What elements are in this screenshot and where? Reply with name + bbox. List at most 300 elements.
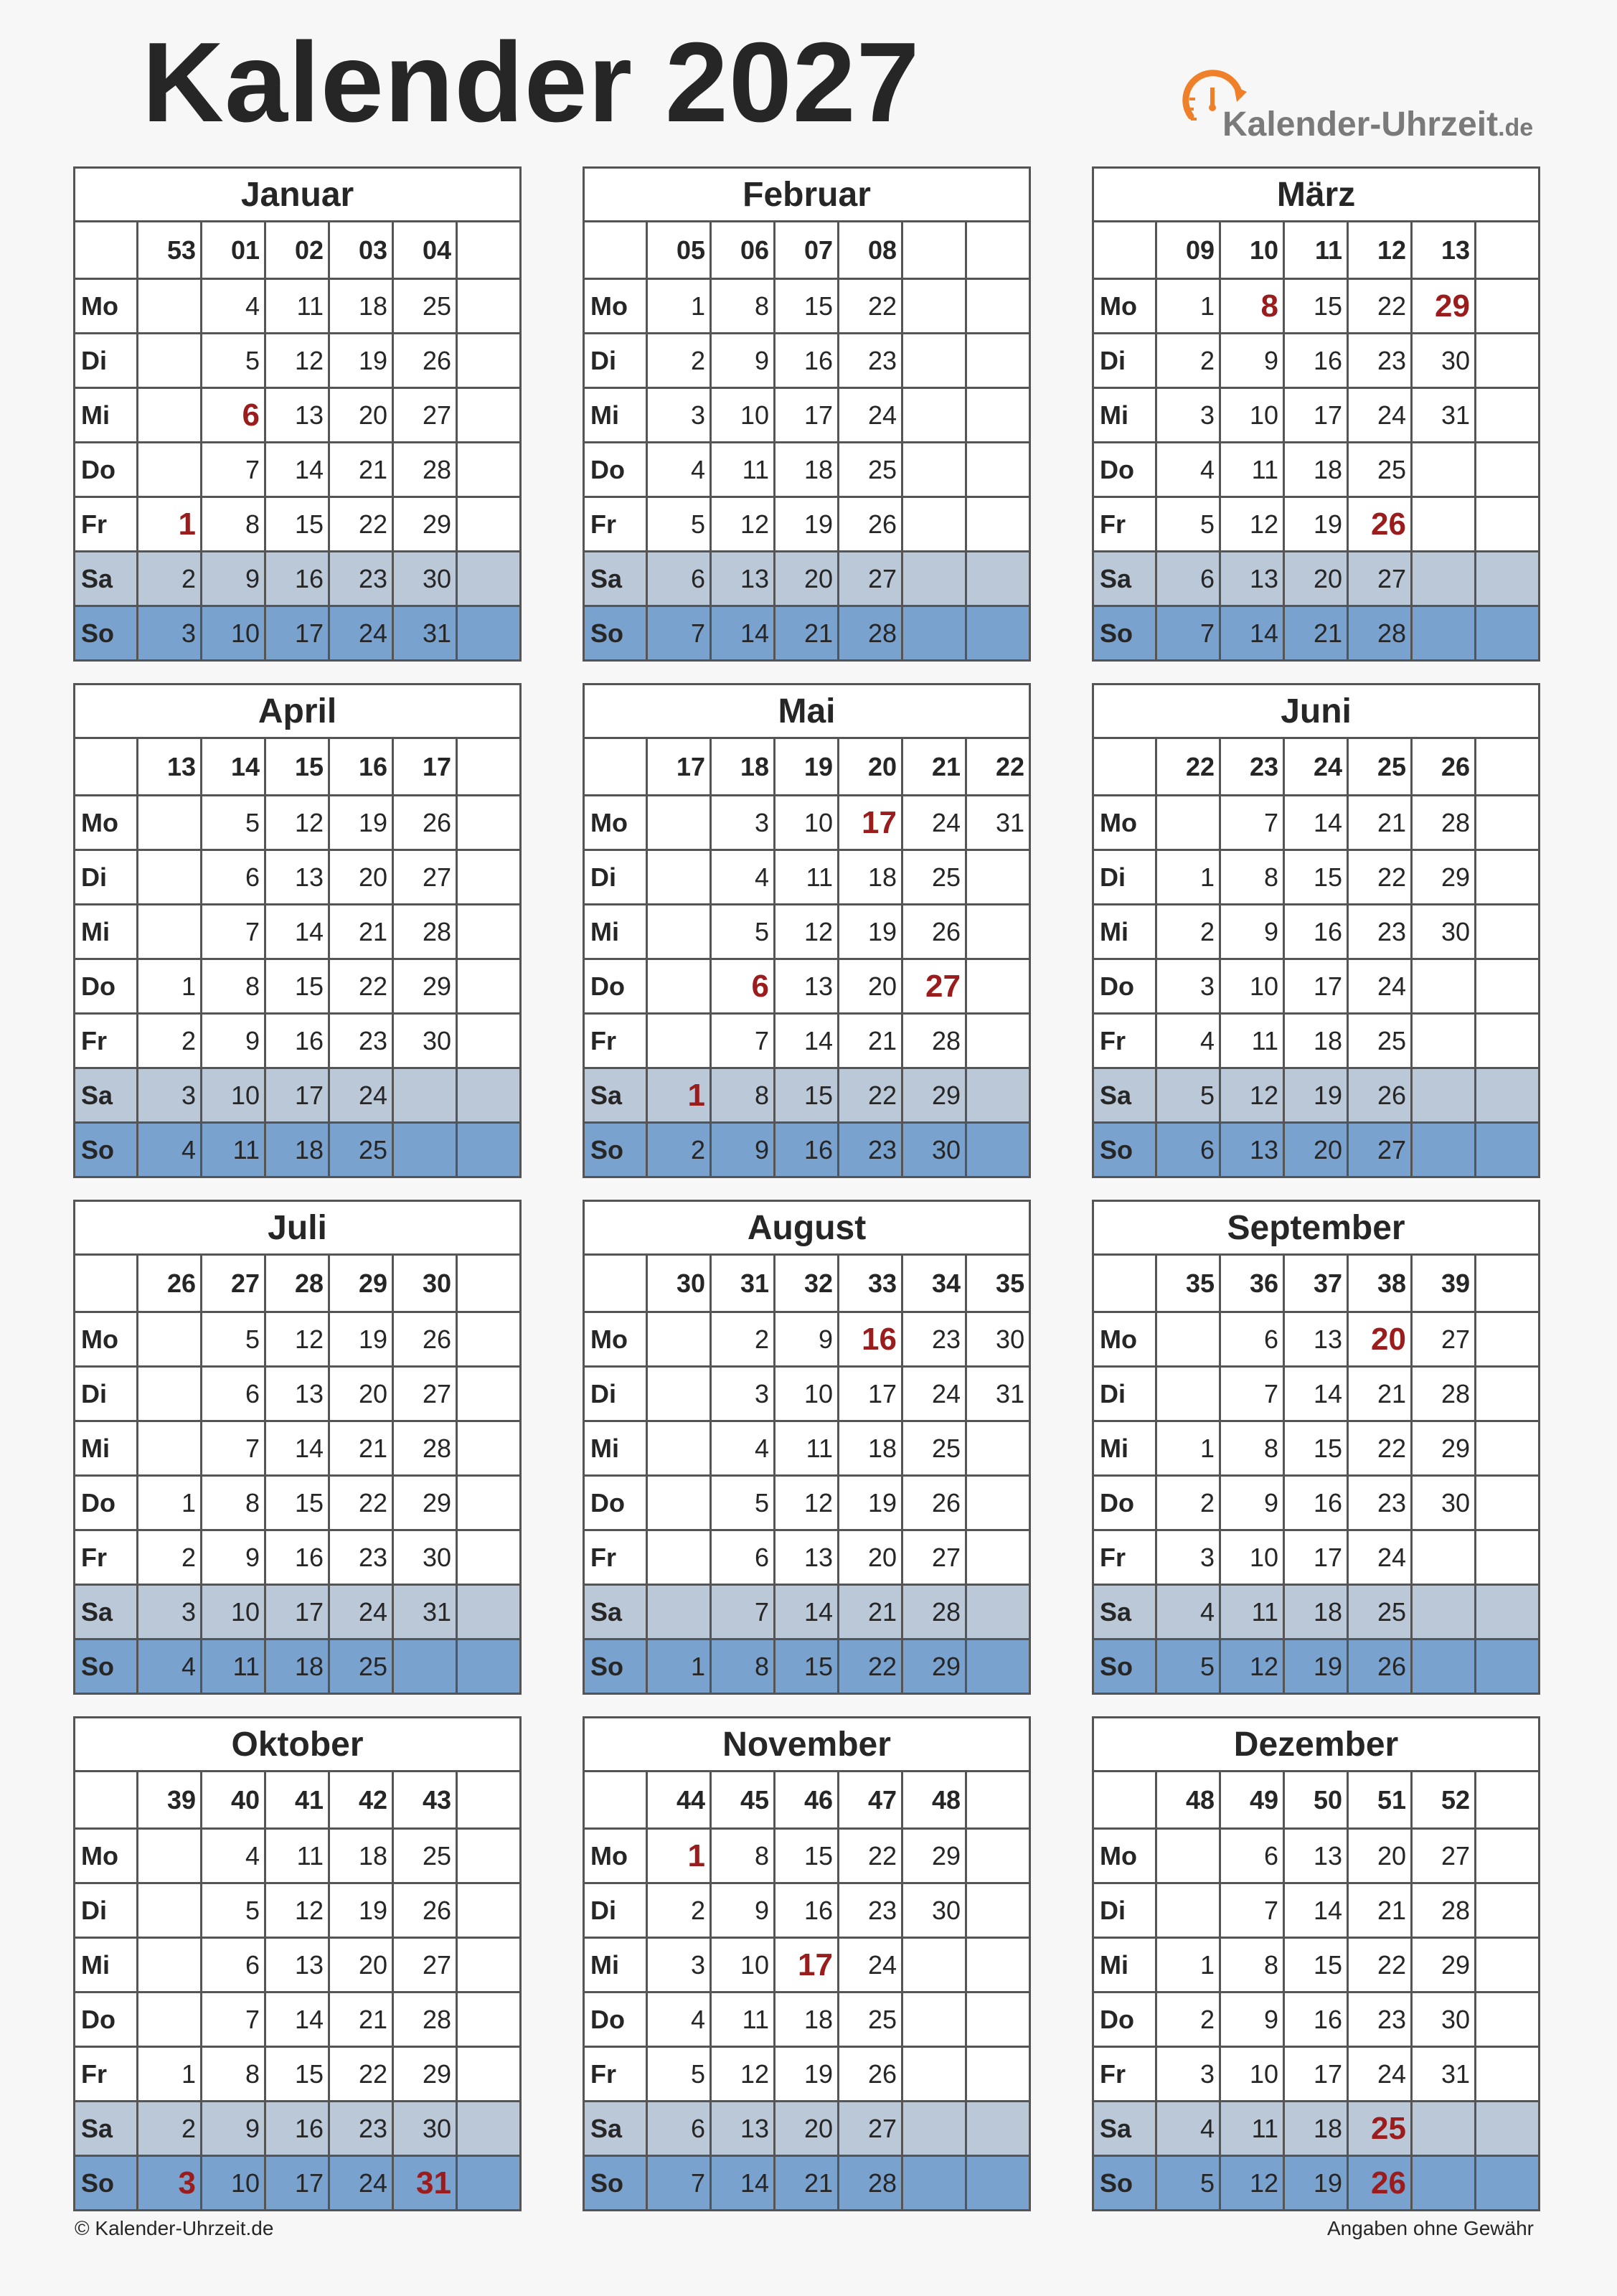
- day-cell: 27: [839, 2102, 902, 2156]
- week-number: [1476, 1255, 1540, 1312]
- day-cell: 19: [775, 2047, 839, 2102]
- week-number: 36: [1220, 1255, 1284, 1312]
- day-cell: 10: [202, 2156, 265, 2211]
- day-cell: 11: [775, 1421, 839, 1476]
- day-cell: 12: [711, 2047, 775, 2102]
- empty-cell: [966, 1123, 1030, 1177]
- day-cell: 24: [329, 606, 393, 661]
- weekday-label: Di: [584, 1883, 647, 1938]
- week-number: [1476, 738, 1540, 796]
- week-number: 22: [1156, 738, 1220, 796]
- day-cell: 22: [1348, 1421, 1412, 1476]
- day-cell: 22: [329, 1476, 393, 1530]
- day-cell: 5: [647, 497, 711, 552]
- weekday-label: Sa: [75, 1068, 138, 1123]
- weekday-label: Sa: [75, 2102, 138, 2156]
- week-number: 38: [1348, 1255, 1412, 1312]
- day-cell: 19: [1284, 2156, 1348, 2211]
- day-cell: 11: [1220, 1585, 1284, 1639]
- weekday-row-fr: [75, 2047, 521, 2102]
- day-cell: 27: [393, 388, 457, 443]
- day-cell: 4: [647, 443, 711, 497]
- day-cell: 7: [202, 1992, 265, 2047]
- day-cell: 1: [647, 279, 711, 334]
- day-cell: 8: [711, 1829, 775, 1883]
- weekday-label: Fr: [1093, 2047, 1156, 2102]
- weekday-row-fr: [1093, 497, 1540, 552]
- week-number: [1476, 1772, 1540, 1829]
- empty-cell: [138, 850, 202, 905]
- weekday-label: Fr: [75, 2047, 138, 2102]
- week-number: 46: [775, 1772, 839, 1829]
- day-cell: 28: [1412, 796, 1476, 850]
- weekday-row-sa: [1093, 552, 1540, 606]
- day-cell: 1: [647, 1639, 711, 1694]
- day-cell: 2: [138, 2102, 202, 2156]
- empty-cell: [902, 1938, 966, 1992]
- day-cell: 15: [775, 1639, 839, 1694]
- day-cell: 21: [329, 443, 393, 497]
- day-cell: 4: [1156, 443, 1220, 497]
- day-cell: 7: [202, 443, 265, 497]
- day-cell: 15: [265, 497, 329, 552]
- weekday-label: Sa: [1093, 2102, 1156, 2156]
- day-cell: 3: [138, 1068, 202, 1123]
- weekday-label: Mo: [75, 1312, 138, 1367]
- day-cell: 15: [1284, 850, 1348, 905]
- empty-cell: [647, 1312, 711, 1367]
- empty-cell: [966, 1421, 1030, 1476]
- weekday-label: So: [1093, 606, 1156, 661]
- day-cell: 22: [329, 497, 393, 552]
- day-cell: 21: [1284, 606, 1348, 661]
- day-cell: 9: [202, 1014, 265, 1068]
- day-cell: 15: [265, 959, 329, 1014]
- empty-cell: [1476, 443, 1540, 497]
- week-number: 22: [966, 738, 1030, 796]
- weekday-row-do: [75, 959, 521, 1014]
- day-cell: 29: [902, 1068, 966, 1123]
- day-cell: 25: [393, 279, 457, 334]
- week-number: 17: [393, 738, 457, 796]
- empty-cell: [966, 1585, 1030, 1639]
- empty-cell: [138, 1992, 202, 2047]
- day-cell: 8: [1220, 1421, 1284, 1476]
- day-cell: 3: [1156, 388, 1220, 443]
- weekday-label: Mi: [584, 905, 647, 959]
- weekday-label: Do: [584, 1476, 647, 1530]
- day-cell: 18: [329, 279, 393, 334]
- empty-cell: [457, 1476, 521, 1530]
- day-cell: 17: [1284, 1530, 1348, 1585]
- empty-cell: [457, 388, 521, 443]
- day-cell: 14: [265, 443, 329, 497]
- day-cell: 2: [711, 1312, 775, 1367]
- day-cell: 27: [1348, 552, 1412, 606]
- day-cell: 7: [711, 1014, 775, 1068]
- day-cell: 29: [393, 497, 457, 552]
- day-cell: 21: [1348, 1883, 1412, 1938]
- empty-cell: [1476, 606, 1540, 661]
- empty-cell: [1476, 497, 1540, 552]
- weekday-row-so: [584, 2156, 1030, 2211]
- day-cell: 29: [1412, 850, 1476, 905]
- weekday-row-sa: [1093, 1585, 1540, 1639]
- day-cell: 7: [647, 606, 711, 661]
- empty-cell: [647, 796, 711, 850]
- day-cell: 20: [1348, 1829, 1412, 1883]
- weekday-row-fr: [75, 1014, 521, 1068]
- day-cell: 14: [265, 1992, 329, 2047]
- day-cell: 24: [329, 1585, 393, 1639]
- day-cell: 8: [202, 497, 265, 552]
- day-cell: 18: [1284, 1585, 1348, 1639]
- weekday-label: Do: [584, 959, 647, 1014]
- empty-cell: [1412, 2156, 1476, 2211]
- day-cell: 10: [711, 388, 775, 443]
- day-cell: 23: [329, 2102, 393, 2156]
- day-cell: 31: [966, 796, 1030, 850]
- weekday-label: Fr: [75, 1530, 138, 1585]
- week-number: 03: [329, 222, 393, 279]
- day-cell: 7: [1156, 606, 1220, 661]
- footer-copyright: © Kalender-Uhrzeit.de: [75, 2217, 274, 2239]
- month-name: Juni: [1093, 684, 1540, 738]
- empty-cell: [902, 552, 966, 606]
- empty-cell: [966, 1639, 1030, 1694]
- day-cell: 5: [1156, 497, 1220, 552]
- empty-cell: [966, 606, 1030, 661]
- weekday-label: Do: [1093, 1992, 1156, 2047]
- week-number: 41: [265, 1772, 329, 1829]
- empty-cell: [966, 959, 1030, 1014]
- day-cell: 20: [329, 1938, 393, 1992]
- day-cell: 16: [265, 2102, 329, 2156]
- day-cell: 5: [1156, 1639, 1220, 1694]
- week-number: 26: [138, 1255, 202, 1312]
- day-cell: 28: [393, 905, 457, 959]
- day-cell: 22: [1348, 850, 1412, 905]
- empty-cell: [1412, 959, 1476, 1014]
- empty-cell: [138, 1312, 202, 1367]
- day-cell: 15: [1284, 1421, 1348, 1476]
- empty-cell: [457, 334, 521, 388]
- weekday-row-so: [1093, 1639, 1540, 1694]
- week-number: 39: [1412, 1255, 1476, 1312]
- week-number: 43: [393, 1772, 457, 1829]
- weekday-label: Sa: [75, 1585, 138, 1639]
- weekday-label: Mo: [584, 796, 647, 850]
- empty-cell: [1476, 1421, 1540, 1476]
- day-cell: 29: [902, 1829, 966, 1883]
- day-cell: 6: [202, 1938, 265, 1992]
- day-cell: 23: [329, 552, 393, 606]
- empty-cell: [1476, 1639, 1540, 1694]
- weekday-label: Mo: [75, 796, 138, 850]
- weekday-label: Di: [75, 1883, 138, 1938]
- weekday-label: Fr: [75, 1014, 138, 1068]
- empty-cell: [966, 2156, 1030, 2211]
- weekday-row-do: [584, 1476, 1030, 1530]
- day-cell: 12: [1220, 2156, 1284, 2211]
- day-cell: 5: [1156, 2156, 1220, 2211]
- week-header-blank: [584, 1255, 647, 1312]
- day-cell: 30: [966, 1312, 1030, 1367]
- day-cell: 11: [1220, 2102, 1284, 2156]
- week-number: 52: [1412, 1772, 1476, 1829]
- day-cell: 21: [1348, 796, 1412, 850]
- week-number: 06: [711, 222, 775, 279]
- day-cell: 16: [265, 1530, 329, 1585]
- day-cell: 27: [902, 959, 966, 1014]
- empty-cell: [966, 1992, 1030, 2047]
- empty-cell: [1156, 1367, 1220, 1421]
- day-cell: 3: [711, 1367, 775, 1421]
- day-cell: 23: [839, 1123, 902, 1177]
- day-cell: 7: [1220, 1883, 1284, 1938]
- month-3: [1092, 166, 1538, 662]
- week-number: 40: [202, 1772, 265, 1829]
- empty-cell: [902, 334, 966, 388]
- week-number: 14: [202, 738, 265, 796]
- week-number: 33: [839, 1255, 902, 1312]
- empty-cell: [1476, 1585, 1540, 1639]
- day-cell: 23: [1348, 334, 1412, 388]
- empty-cell: [457, 1585, 521, 1639]
- weekday-row-mo: [1093, 796, 1540, 850]
- empty-cell: [1476, 1014, 1540, 1068]
- day-cell: 14: [775, 1585, 839, 1639]
- day-cell: 14: [265, 905, 329, 959]
- empty-cell: [457, 497, 521, 552]
- empty-cell: [1156, 1883, 1220, 1938]
- day-cell: 15: [775, 279, 839, 334]
- empty-cell: [1476, 2102, 1540, 2156]
- month-name: Mai: [584, 684, 1030, 738]
- day-cell: 18: [1284, 443, 1348, 497]
- weekday-row-fr: [584, 1014, 1030, 1068]
- empty-cell: [457, 1014, 521, 1068]
- empty-cell: [1476, 2156, 1540, 2211]
- week-number: 13: [138, 738, 202, 796]
- weekday-row-so: [584, 1123, 1030, 1177]
- day-cell: 4: [1156, 2102, 1220, 2156]
- day-cell: 30: [1412, 1476, 1476, 1530]
- day-cell: 3: [647, 388, 711, 443]
- empty-cell: [1156, 796, 1220, 850]
- day-cell: 27: [1348, 1123, 1412, 1177]
- empty-cell: [647, 1421, 711, 1476]
- day-cell: 12: [265, 796, 329, 850]
- day-cell: 20: [329, 1367, 393, 1421]
- weekday-row-so: [584, 606, 1030, 661]
- day-cell: 21: [329, 1421, 393, 1476]
- day-cell: 14: [265, 1421, 329, 1476]
- weekday-label: So: [584, 1123, 647, 1177]
- day-cell: 11: [711, 443, 775, 497]
- day-cell: 31: [393, 2156, 457, 2211]
- day-cell: 25: [902, 850, 966, 905]
- weekday-row-mi: [1093, 905, 1540, 959]
- empty-cell: [1412, 1068, 1476, 1123]
- day-cell: 30: [393, 1014, 457, 1068]
- week-number: [1476, 222, 1540, 279]
- weekday-row-mo: [75, 1312, 521, 1367]
- day-cell: 13: [711, 552, 775, 606]
- week-number: 37: [1284, 1255, 1348, 1312]
- weekday-row-di: [584, 334, 1030, 388]
- empty-cell: [902, 388, 966, 443]
- weekday-label: Fr: [1093, 1530, 1156, 1585]
- empty-cell: [138, 279, 202, 334]
- weekday-row-do: [584, 959, 1030, 1014]
- day-cell: 25: [329, 1123, 393, 1177]
- day-cell: 17: [265, 1585, 329, 1639]
- weekday-row-sa: [584, 1068, 1030, 1123]
- day-cell: 28: [1412, 1883, 1476, 1938]
- empty-cell: [902, 2102, 966, 2156]
- weekday-label: Di: [584, 1367, 647, 1421]
- day-cell: 21: [775, 2156, 839, 2211]
- weekday-row-fr: [584, 2047, 1030, 2102]
- weekday-label: Sa: [584, 1068, 647, 1123]
- day-cell: 1: [1156, 1421, 1220, 1476]
- empty-cell: [966, 1476, 1030, 1530]
- day-cell: 1: [138, 497, 202, 552]
- weekday-label: Do: [75, 1476, 138, 1530]
- day-cell: 5: [711, 905, 775, 959]
- week-number: 49: [1220, 1772, 1284, 1829]
- empty-cell: [1412, 497, 1476, 552]
- day-cell: 15: [775, 1829, 839, 1883]
- day-cell: 7: [202, 905, 265, 959]
- weekday-row-mi: [584, 1421, 1030, 1476]
- brand-logo[interactable]: [1177, 66, 1534, 145]
- day-cell: 16: [1284, 1992, 1348, 2047]
- day-cell: 20: [775, 2102, 839, 2156]
- day-cell: 7: [711, 1585, 775, 1639]
- week-number: 13: [1412, 222, 1476, 279]
- empty-cell: [457, 1530, 521, 1585]
- weekday-label: Fr: [584, 1014, 647, 1068]
- week-number: 30: [393, 1255, 457, 1312]
- weekday-row-mi: [1093, 388, 1540, 443]
- day-cell: 6: [647, 2102, 711, 2156]
- day-cell: 1: [1156, 1938, 1220, 1992]
- weekday-row-di: [584, 1367, 1030, 1421]
- month-8: [583, 1200, 1029, 1695]
- week-header-blank: [75, 738, 138, 796]
- day-cell: 6: [1220, 1829, 1284, 1883]
- empty-cell: [966, 334, 1030, 388]
- empty-cell: [457, 796, 521, 850]
- logo-text: [1222, 105, 1534, 144]
- day-cell: 26: [1348, 497, 1412, 552]
- empty-cell: [457, 279, 521, 334]
- day-cell: 20: [329, 850, 393, 905]
- day-cell: 17: [265, 2156, 329, 2211]
- day-cell: 30: [902, 1123, 966, 1177]
- day-cell: 11: [1220, 1014, 1284, 1068]
- week-number: 11: [1284, 222, 1348, 279]
- day-cell: 18: [265, 1123, 329, 1177]
- day-cell: 10: [775, 1367, 839, 1421]
- day-cell: 6: [202, 388, 265, 443]
- day-cell: 29: [393, 959, 457, 1014]
- day-cell: 16: [265, 552, 329, 606]
- day-cell: 18: [1284, 2102, 1348, 2156]
- day-cell: 4: [138, 1123, 202, 1177]
- day-cell: 29: [1412, 1938, 1476, 1992]
- day-cell: 16: [775, 334, 839, 388]
- weekday-row-mo: [584, 1829, 1030, 1883]
- day-cell: 16: [1284, 905, 1348, 959]
- day-cell: 10: [775, 796, 839, 850]
- weekday-label: Fr: [584, 2047, 647, 2102]
- day-cell: 12: [265, 1312, 329, 1367]
- day-cell: 22: [839, 1829, 902, 1883]
- weekday-label: So: [75, 1123, 138, 1177]
- empty-cell: [457, 2047, 521, 2102]
- weekday-label: Mo: [584, 1312, 647, 1367]
- weekday-row-di: [1093, 1367, 1540, 1421]
- weekday-label: Sa: [584, 2102, 647, 2156]
- day-cell: 15: [1284, 1938, 1348, 1992]
- weekday-label: Mi: [75, 1421, 138, 1476]
- weekday-label: Di: [75, 850, 138, 905]
- day-cell: 11: [202, 1639, 265, 1694]
- empty-cell: [457, 1123, 521, 1177]
- weekday-row-mo: [584, 1312, 1030, 1367]
- week-number: 21: [902, 738, 966, 796]
- week-number: 50: [1284, 1772, 1348, 1829]
- day-cell: 15: [775, 1068, 839, 1123]
- day-cell: 20: [1284, 1123, 1348, 1177]
- day-cell: 1: [1156, 279, 1220, 334]
- day-cell: 17: [839, 796, 902, 850]
- day-cell: 1: [1156, 850, 1220, 905]
- day-cell: 3: [138, 606, 202, 661]
- empty-cell: [902, 2047, 966, 2102]
- empty-cell: [1156, 1312, 1220, 1367]
- day-cell: 23: [1348, 905, 1412, 959]
- day-cell: 23: [839, 334, 902, 388]
- day-cell: 22: [329, 2047, 393, 2102]
- week-number: 23: [1220, 738, 1284, 796]
- day-cell: 28: [902, 1585, 966, 1639]
- month-name: März: [1093, 168, 1540, 222]
- day-cell: 5: [711, 1476, 775, 1530]
- week-header-blank: [584, 222, 647, 279]
- day-cell: 14: [711, 606, 775, 661]
- day-cell: 17: [1284, 388, 1348, 443]
- day-cell: 15: [1284, 279, 1348, 334]
- empty-cell: [1476, 1530, 1540, 1585]
- week-number: 51: [1348, 1772, 1412, 1829]
- weekday-row-so: [1093, 2156, 1540, 2211]
- weekday-row-fr: [1093, 1530, 1540, 1585]
- day-cell: 13: [1220, 552, 1284, 606]
- weekday-row-mi: [1093, 1938, 1540, 1992]
- weekday-row-sa: [584, 2102, 1030, 2156]
- weekday-row-so: [75, 2156, 521, 2211]
- day-cell: 1: [138, 959, 202, 1014]
- weekday-row-sa: [75, 1585, 521, 1639]
- week-header-blank: [1093, 738, 1156, 796]
- day-cell: 3: [1156, 2047, 1220, 2102]
- day-cell: 8: [1220, 279, 1284, 334]
- month-name: April: [75, 684, 521, 738]
